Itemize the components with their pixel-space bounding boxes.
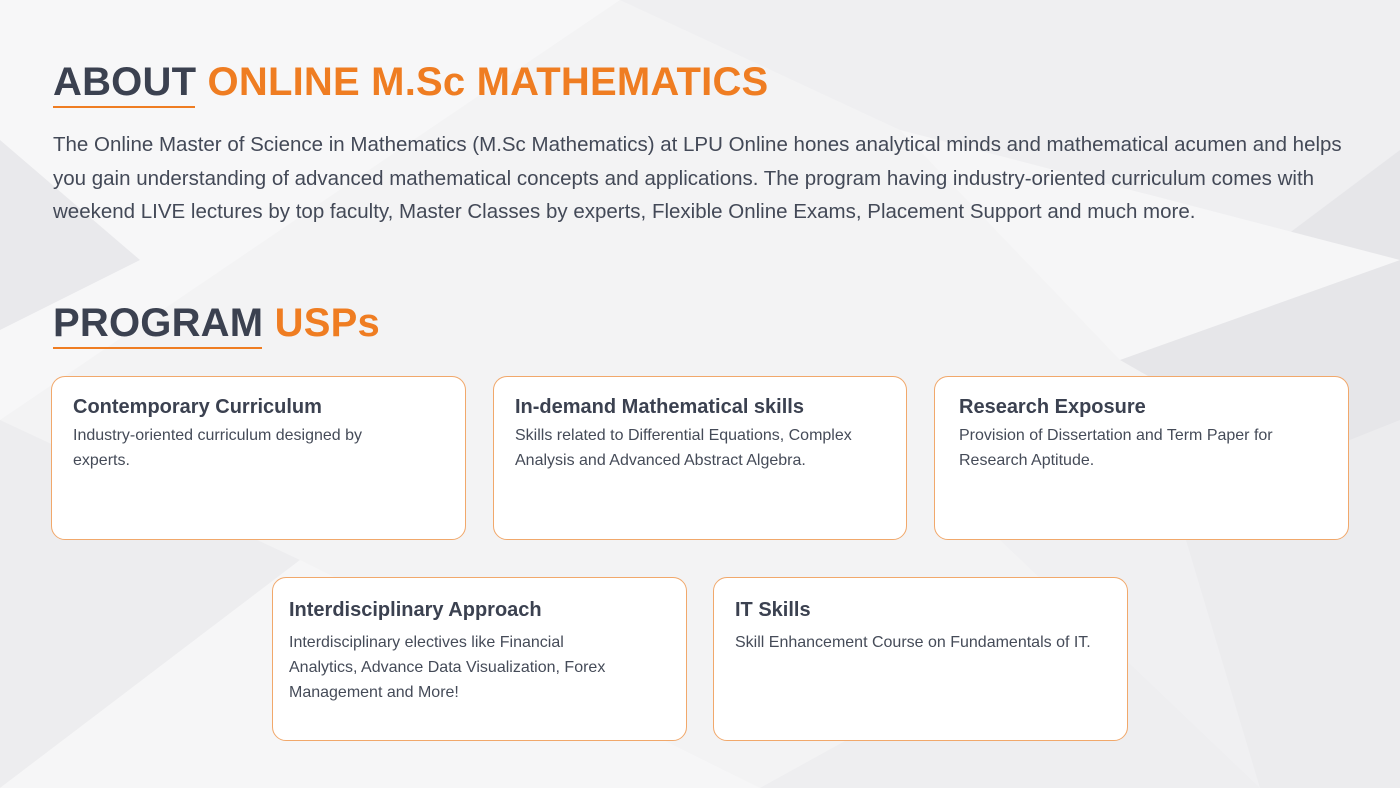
usp-card-it-skills: [713, 577, 1128, 741]
card-title: In-demand Mathematical skills: [515, 396, 804, 418]
about-heading-underline: [53, 106, 195, 108]
usp-card-contemporary-curriculum: [51, 376, 466, 540]
usp-heading-underline: [53, 347, 262, 349]
card-description: Industry-oriented curriculum designed by experts.: [73, 427, 363, 469]
card-title: Interdisciplinary Approach: [289, 599, 542, 621]
usp-heading-accent: USPs: [274, 301, 380, 345]
card-description: Skills related to Differential Equations, Complex Analysis and Advanced Abstract Algebra.: [515, 427, 852, 469]
usp-card-mathematical-skills: [493, 376, 907, 540]
card-title: Contemporary Curriculum: [73, 396, 322, 418]
usp-card-research-exposure: [934, 376, 1349, 540]
card-title: Research Exposure: [959, 396, 1146, 418]
card-title: IT Skills: [735, 599, 811, 621]
about-paragraph: The Online Master of Science in Mathematics (M.Sc Mathematics) at LPU Online hones analytical minds and mathematical acumen and helps you gain understanding of advanced mathematical concepts and applications. The program having industry-oriented curriculum comes with weekend LIVE lectures by top faculty, Master Classes by experts, Flexible Online Exams, Placement Support and much more.: [53, 133, 1342, 223]
usp-card-interdisciplinary-approach: [272, 577, 687, 741]
usp-heading: [53, 303, 380, 343]
card-description: Provision of Dissertation and Term Paper for Research Aptitude.: [959, 427, 1273, 469]
about-heading-dark: ABOUT: [53, 60, 197, 104]
about-heading: [53, 62, 768, 102]
card-description: Interdisciplinary electives like Financial Analytics, Advance Data Visualization, Forex Management and More!: [289, 634, 606, 701]
card-description: Skill Enhancement Course on Fundamentals of IT.: [735, 634, 1091, 651]
about-heading-accent: ONLINE M.Sc MATHEMATICS: [207, 60, 769, 104]
usp-heading-dark: PROGRAM: [53, 301, 264, 345]
